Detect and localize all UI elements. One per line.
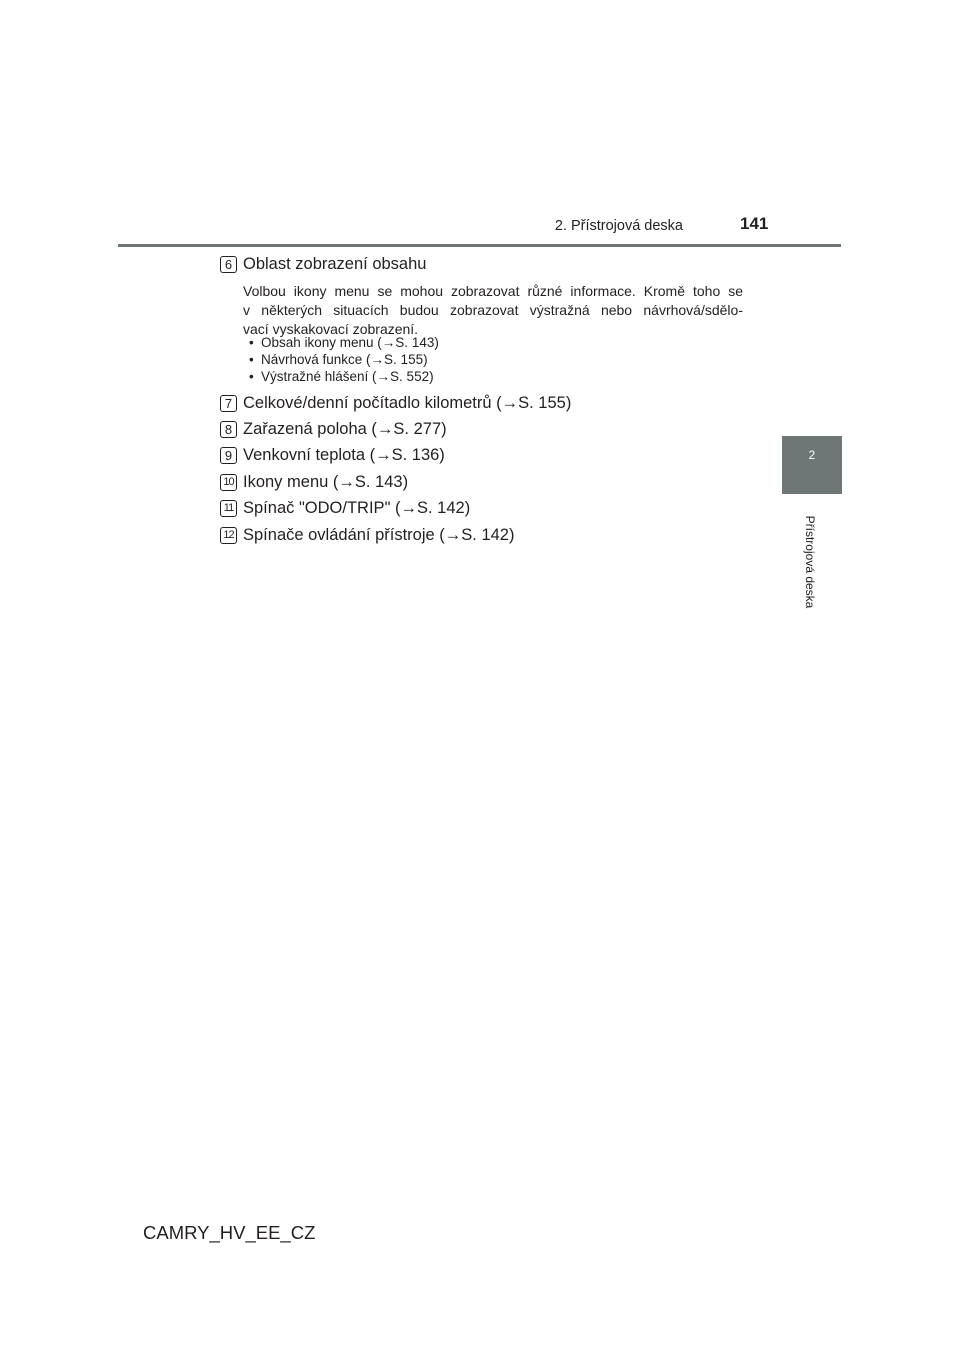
item-title: Ikony menu (→S. 143)	[243, 473, 409, 491]
item-number-badge: 6	[220, 256, 237, 273]
chapter-tab-label-text: Přístrojová deska	[803, 515, 817, 609]
item-title: Celkové/denní počítadlo kilometrů (→S. 155)	[243, 394, 572, 412]
footer-document-code: CAMRY_HV_EE_CZ	[143, 1222, 316, 1243]
item-title: Venkovní teplota (→S. 136)	[243, 446, 445, 464]
item-number-badge: 8	[220, 421, 237, 438]
bullet-text: Návrhová funkce (→S. 155)	[261, 352, 428, 367]
item-title: Spínače ovládání přístroje (→S. 142)	[243, 526, 515, 544]
bullet-text: Obsah ikony menu (→S. 143)	[261, 335, 439, 350]
page-number: 141	[740, 214, 769, 233]
item-description	[243, 282, 743, 339]
header-rule	[118, 244, 841, 247]
list-item: • Obsah ikony menu (→S. 143)	[249, 335, 439, 350]
item-number-badge: 7	[220, 395, 237, 412]
bullet-text: Výstražné hlášení (→S. 552)	[261, 369, 434, 384]
item-number-badge: 12	[220, 527, 237, 544]
description-line: vací vyskakovací zobrazení.	[243, 321, 419, 337]
description-line: v některých situacích budou zobrazovat výstražná nebo návrhová/sdělo-	[243, 302, 743, 318]
item-number-badge: 11	[220, 500, 237, 517]
chapter-tab-number: 2	[808, 450, 816, 462]
item-title: Zařazená poloha (→S. 277)	[243, 420, 447, 438]
description-line: Volbou ikony menu se mohou zobrazovat různé informace. Kromě toho se	[243, 283, 743, 299]
item-number-badge: 10	[220, 474, 237, 491]
header-section-title: 2. Přístrojová deska	[554, 218, 683, 234]
item-number-badge: 9	[220, 447, 237, 464]
item-title: Spínač "ODO/TRIP" (→S. 142)	[243, 499, 471, 517]
item-title: Oblast zobrazení obsahu	[243, 255, 427, 273]
list-item: • Výstražné hlášení (→S. 552)	[249, 369, 434, 384]
chapter-tab	[782, 436, 842, 494]
chapter-tab-label	[800, 506, 820, 618]
list-item: • Návrhová funkce (→S. 155)	[249, 352, 428, 367]
bullet-list	[249, 334, 439, 385]
